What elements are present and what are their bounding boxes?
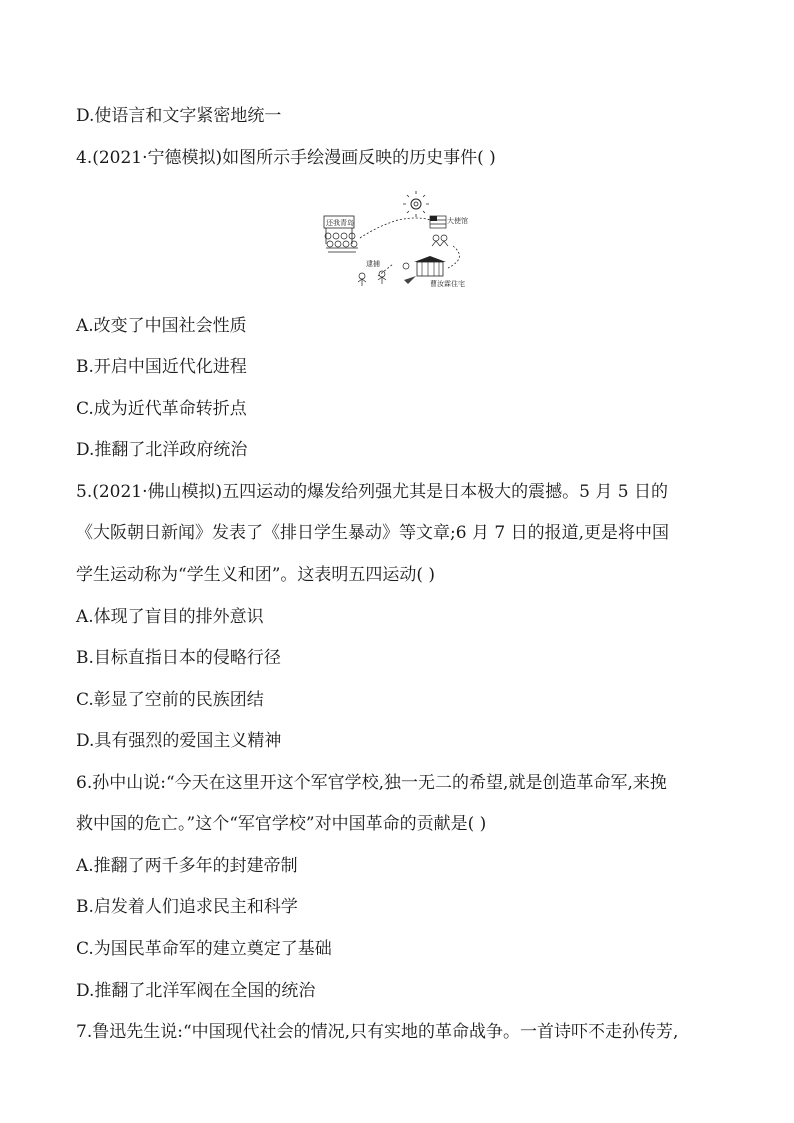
option-c-q4: C.成为近代革命转折点 (76, 399, 247, 419)
question-6-stem-1: 6.孙中山说:“今天在这里开这个军官学校,独一无二的希望,就是创造革命军,来挽 (76, 773, 667, 793)
embassy-flag-icon (430, 216, 468, 228)
option-b-q4: B.开启中国近代化进程 (76, 357, 247, 377)
crowd-icon (325, 233, 358, 252)
arrest-label: 逮捕 (366, 260, 380, 268)
option-d-q5: D.具有强烈的爱国主义精神 (76, 731, 282, 751)
option-a-q6: A.推翻了两千多年的封建帝制 (76, 856, 298, 876)
option-b-q6: B.启发着人们追求民主和科学 (76, 897, 298, 917)
option-d-q4: D.推翻了北洋政府统治 (76, 440, 248, 460)
banner-text: 还我青岛 (326, 219, 354, 227)
question-5-stem-1: 5.(2021·佛山模拟)五四运动的爆发给列强尤其是日本极大的震撼。5 月 5 日的 (76, 482, 668, 502)
option-b-q5: B.目标直指日本的侵略行径 (76, 648, 281, 668)
option-a-q4: A.改变了中国社会性质 (76, 316, 247, 336)
residence-label: 曹汝霖住宅 (430, 280, 465, 288)
sun-icon (403, 191, 429, 217)
residence-icon (403, 256, 465, 288)
question-6-stem-2: 救中国的危亡。”这个“军官学校”对中国革命的贡献是( ) (76, 814, 487, 834)
question-4-stem: 4.(2021·宁德模拟)如图所示手绘漫画反映的历史事件( ) (76, 148, 496, 168)
option-c-q5: C.彰显了空前的民族团结 (76, 690, 264, 710)
cartoon-figure (318, 186, 478, 296)
option-c-q6: C.为国民革命军的建立奠定了基础 (76, 939, 332, 959)
option-d-q6: D.推翻了北洋军阀在全国的统治 (76, 981, 316, 1001)
question-5-stem-2: 《大阪朝日新闻》发表了《排日学生暴动》等文章;6 月 7 日的报道,更是将中国 (76, 523, 669, 543)
embassy-label: 大使馆 (447, 217, 468, 225)
people-icon (432, 235, 448, 246)
question-7-stem-1: 7.鲁迅先生说:“中国现代社会的情况,只有实地的革命战争。一首诗吓不走孙传芳, (76, 1022, 679, 1042)
protest-banner (324, 216, 354, 244)
option-a-q5: A.体现了盲目的排外意识 (76, 607, 264, 627)
question-5-stem-3: 学生运动称为“学生义和团”。这表明五四运动( ) (76, 565, 436, 585)
option-d-q3: D.使语言和文字紧密地统一 (76, 106, 282, 126)
